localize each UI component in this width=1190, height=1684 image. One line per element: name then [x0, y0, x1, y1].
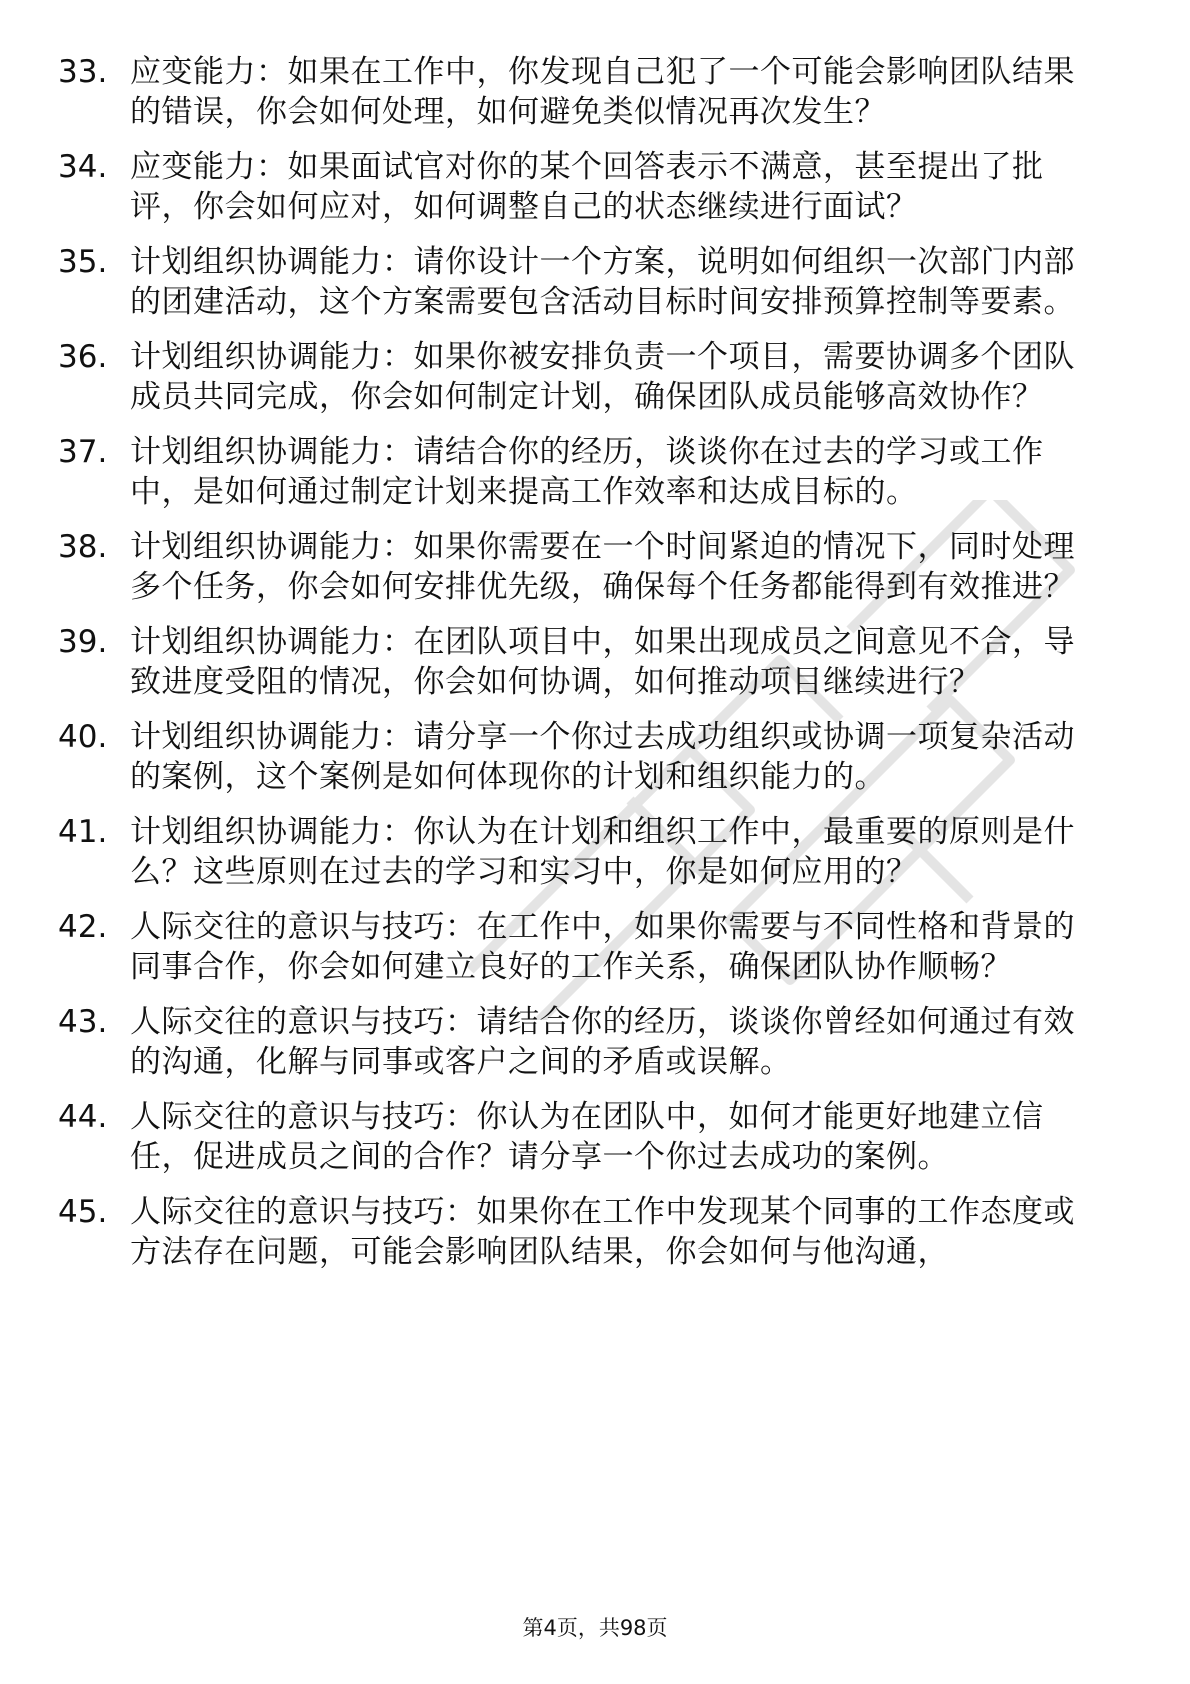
question-text: 应变能力：如果在工作中，你发现自己犯了一个可能会影响团队结果的错误，你会如何处理，如何避免类似情况再次发生？ [130, 54, 1075, 130]
list-item [58, 337, 1118, 417]
question-text: 计划组织协调能力：如果你需要在一个时间紧迫的情况下，同时处理多个任务，你会如何安排优先级，确保每个任务都能得到有效推进？ [130, 529, 1075, 605]
question-number: 39. [58, 624, 108, 660]
question-text: 人际交往的意识与技巧：如果你在工作中发现某个同事的工作态度或方法存在问题，可能会影响团队结果，你会如何与他沟通， [130, 1194, 1075, 1270]
list-item [58, 1192, 1118, 1272]
question-number: 44. [58, 1099, 108, 1135]
page-number-footer: 第4页，共98页 [522, 1616, 668, 1640]
question-number: 42. [58, 909, 108, 945]
question-number: 45. [58, 1194, 108, 1230]
question-text: 计划组织协调能力：在团队项目中，如果出现成员之间意见不合，导致进度受阻的情况，你会如何协调，如何推动项目继续进行？ [130, 624, 1075, 700]
question-text: 应变能力：如果面试官对你的某个回答表示不满意，甚至提出了批评，你会如何应对，如何调整自己的状态继续进行面试？ [130, 149, 1044, 225]
question-text: 计划组织协调能力：请你设计一个方案，说明如何组织一次部门内部的团建活动，这个方案需要包含活动目标时间安排预算控制等要素。 [130, 244, 1075, 320]
question-number: 41. [58, 814, 108, 850]
question-text: 人际交往的意识与技巧：你认为在团队中，如何才能更好地建立信任，促进成员之间的合作？请分享一个你过去成功的案例。 [130, 1099, 1044, 1175]
question-text: 计划组织协调能力：你认为在计划和组织工作中，最重要的原则是什么？这些原则在过去的学习和实习中，你是如何应用的？ [130, 814, 1075, 890]
question-list [58, 52, 1118, 1287]
question-number: 37. [58, 434, 108, 470]
list-item [58, 1002, 1118, 1082]
question-text: 人际交往的意识与技巧：请结合你的经历，谈谈你曾经如何通过有效的沟通，化解与同事或客户之间的矛盾或误解。 [130, 1004, 1075, 1080]
list-item [58, 52, 1118, 132]
question-number: 34. [58, 149, 108, 185]
question-number: 43. [58, 1004, 108, 1040]
list-item [58, 432, 1118, 512]
question-text: 计划组织协调能力：请分享一个你过去成功组织或协调一项复杂活动的案例，这个案例是如何体现你的计划和组织能力的。 [130, 719, 1075, 795]
question-number: 36. [58, 339, 108, 375]
list-item [58, 242, 1118, 322]
list-item [58, 907, 1118, 987]
question-text: 人际交往的意识与技巧：在工作中，如果你需要与不同性格和背景的同事合作，你会如何建立良好的工作关系，确保团队协作顺畅？ [130, 909, 1075, 985]
list-item [58, 622, 1118, 702]
question-number: 33. [58, 54, 108, 90]
list-item [58, 812, 1118, 892]
question-number: 38. [58, 529, 108, 565]
list-item [58, 717, 1118, 797]
question-number: 35. [58, 244, 108, 280]
list-item [58, 1097, 1118, 1177]
question-text: 计划组织协调能力：请结合你的经历，谈谈你在过去的学习或工作中，是如何通过制定计划来提高工作效率和达成目标的。 [130, 434, 1044, 510]
question-number: 40. [58, 719, 108, 755]
list-item [58, 147, 1118, 227]
question-text: 计划组织协调能力：如果你被安排负责一个项目，需要协调多个团队成员共同完成，你会如何制定计划，确保团队成员能够高效协作？ [130, 339, 1075, 415]
list-item [58, 527, 1118, 607]
